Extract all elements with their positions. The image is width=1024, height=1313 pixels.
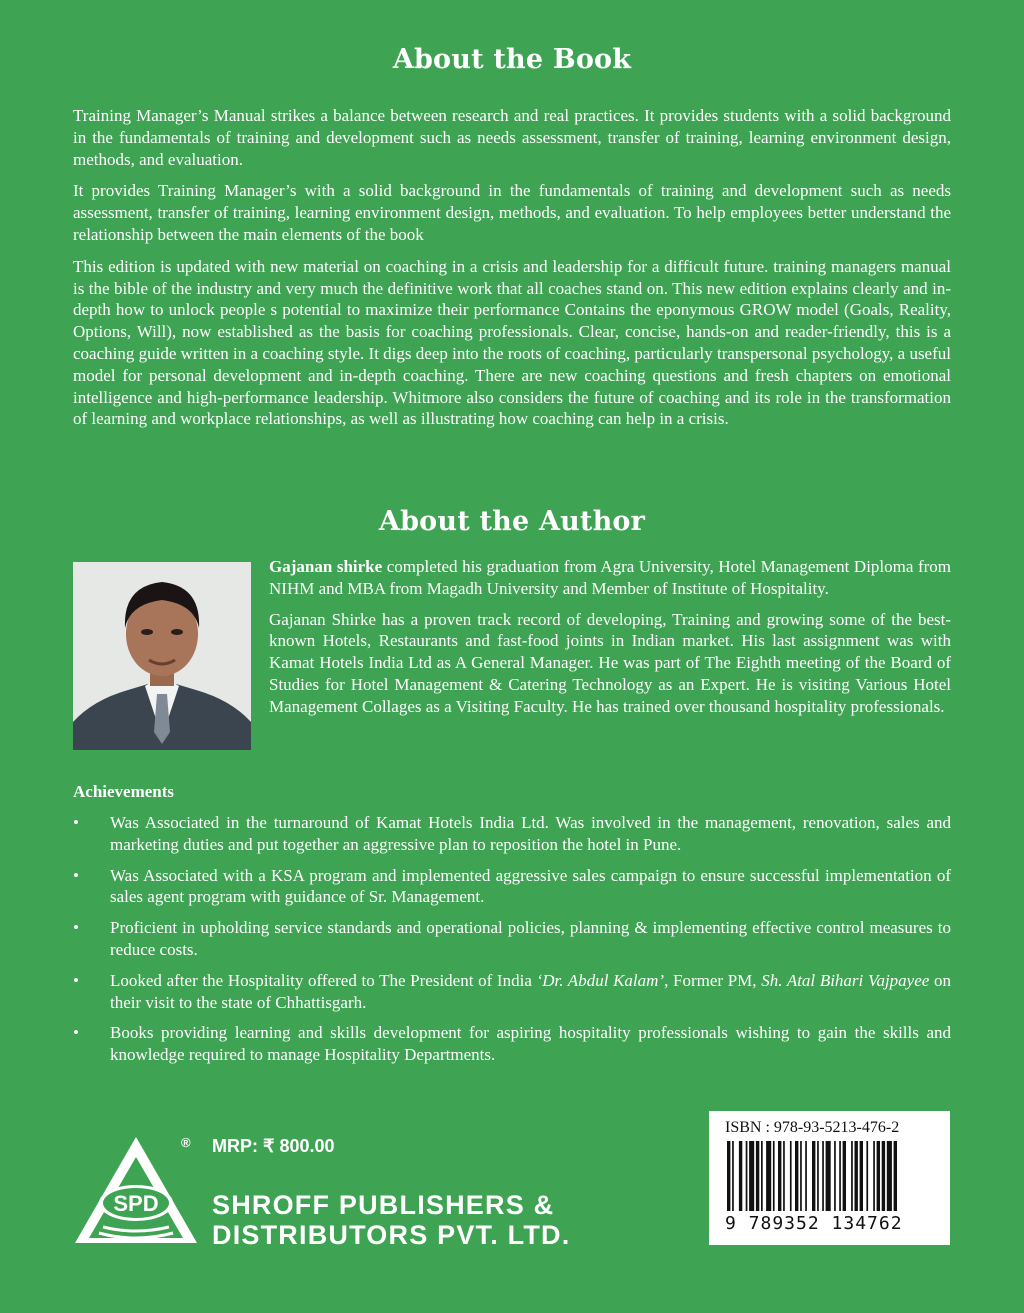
barcode-bar bbox=[843, 1141, 846, 1211]
spd-logo bbox=[73, 1135, 203, 1247]
barcode-bar bbox=[812, 1141, 815, 1211]
publisher-line-1: SHROFF PUBLISHERS & bbox=[212, 1190, 555, 1220]
achievement-text: on their visit to the state of Chhattisgarh. bbox=[110, 970, 951, 1012]
barcode-bar bbox=[761, 1141, 763, 1211]
barcode-bar bbox=[805, 1141, 807, 1211]
barcode-bar bbox=[877, 1141, 880, 1211]
publisher-line-2: DISTRIBUTORS PVT. LTD. bbox=[212, 1220, 571, 1250]
barcode-bar bbox=[855, 1141, 858, 1211]
name-abdul-kalam: ‘Dr. Abdul Kalam’ bbox=[536, 970, 665, 990]
barcode-bar bbox=[822, 1141, 824, 1211]
isbn-barcode-box bbox=[709, 1111, 950, 1245]
barcode-bar bbox=[860, 1141, 863, 1211]
barcode-bar bbox=[732, 1141, 734, 1211]
registered-mark: ® bbox=[181, 1135, 191, 1150]
barcode-bar bbox=[746, 1141, 748, 1211]
bullet: • bbox=[73, 813, 79, 832]
achievements-list bbox=[73, 812, 951, 1075]
author-intro-text: completed his graduation from Agra University, Hotel Management Diploma from NIHM and MBA from Magadh University and Member of Institute of Hospitality. bbox=[269, 557, 951, 598]
author-name: Gajanan shirke bbox=[269, 557, 383, 576]
bullet: • bbox=[73, 865, 79, 885]
achievement-text: Books providing learning and skills development for aspiring hospitality professionals wishing to gain the skills and knowledge required to manage Hospitality Departments. bbox=[110, 1023, 951, 1065]
achievement-text: , Former PM, bbox=[664, 970, 762, 990]
author-intro bbox=[269, 556, 951, 600]
about-book-heading: About the Book bbox=[392, 44, 632, 75]
barcode-bar bbox=[894, 1141, 897, 1211]
barcode-bar bbox=[795, 1141, 798, 1211]
barcode-bar bbox=[873, 1141, 875, 1211]
book-paragraph-2: It provides Training Manager’s with a solid background in the fundamentals of training and development such as needs assessment, transfer of training, learning environment design, methods, and evaluation. To help employees better understand the relationship between the main elements of the book bbox=[73, 181, 951, 244]
barcode-bar bbox=[756, 1141, 759, 1211]
list-item bbox=[73, 865, 951, 909]
barcode-bar bbox=[882, 1141, 885, 1211]
barcode-bar bbox=[800, 1141, 802, 1211]
barcode-bar bbox=[866, 1141, 868, 1211]
book-paragraph-3: This edition is updated with new material on coaching in a crisis and leadership for a difficult future. training managers manual is the bible of the industry and very much the definitive work that all coaches stand on. This new edition explains clearly and in-depth how to unlock people s potential to maximize their performance Contains the eponymous GROW model (Goals, Reality, Options, Will), now established as the basis for coaching professionals. Clear, concise, hands-on and reader-friendly, this is a coaching guide written in a coaching style. It digs deep into the roots of coaching, particularly transpersonal psychology, a useful model for personal development and in-depth coaching. There are new coaching questions and fresh chapters on emotional intelligence and high-performance leadership. Whitmore also considers the future of coaching and its role in the transformation of learning and workplace relationships, as well as illustrating how coaching can help in a crisis. bbox=[73, 256, 951, 429]
barcode-bar bbox=[749, 1141, 754, 1211]
achievement-text: Looked after the Hospitality offered to The President of India bbox=[110, 970, 537, 990]
list-item bbox=[73, 917, 951, 961]
author-photo bbox=[73, 562, 251, 750]
achievements-heading: Achievements bbox=[73, 782, 175, 801]
mrp-price: MRP: ₹ 800.00 bbox=[212, 1136, 335, 1156]
bullet: • bbox=[73, 1023, 79, 1043]
logo-text: SPD bbox=[113, 1191, 159, 1216]
barcode-bar bbox=[727, 1141, 730, 1211]
barcode-bar bbox=[817, 1141, 819, 1211]
barcode-bar bbox=[783, 1141, 785, 1211]
barcode-bar bbox=[834, 1141, 836, 1211]
about-book-body bbox=[73, 105, 951, 440]
barcode-bar bbox=[887, 1141, 892, 1211]
achievement-text: Proficient in upholding service standards and operational policies, planning & implementing effective control measures to reduce costs. bbox=[110, 918, 951, 959]
barcode-bar bbox=[739, 1141, 742, 1211]
achievement-text: Was Associated in the turnaround of Kamat Hotels India Ltd. Was involved in the management, renovation, sales and marketing duties and put together an aggressive plan to reposition the hotel in Pune. bbox=[110, 813, 951, 854]
barcode-bar bbox=[790, 1141, 792, 1211]
name-atal-bihari-vajpayee: Sh. Atal Bihari Vajpayee bbox=[761, 970, 930, 990]
barcode-bar bbox=[826, 1141, 831, 1211]
author-bio: Gajanan Shirke has a proven track record of developing, Training and growing some of the best-known Hotels, Restaurants and fast-food joints in Indian market. His last assignment was with Kamat Hotels India Ltd as A General Manager. He was part of The Eighth meeting of the Board of Studies for Hotel Management & Catering Technology as an Expert. He is visiting Various Hotel Management Collages as a Visiting Faculty. He has trained over thousand hospitality professionals. bbox=[269, 609, 951, 716]
barcode-image bbox=[727, 1141, 941, 1211]
list-item bbox=[73, 1022, 951, 1066]
barcode-bar bbox=[773, 1141, 775, 1211]
barcode-digits: 9 789352 134762 bbox=[725, 1213, 903, 1234]
barcode-bar bbox=[766, 1141, 771, 1211]
book-paragraph-1: Training Manager’s Manual strikes a balance between research and real practices. It provides students with a solid background in the fundamentals of training and development such as needs assessment, transfer of training, learning environment design, methods, and evaluation. bbox=[73, 106, 951, 169]
list-item bbox=[73, 812, 951, 856]
isbn-label: ISBN : 978-93-5213-476-2 bbox=[725, 1119, 900, 1136]
barcode-bar bbox=[851, 1141, 853, 1211]
bullet: • bbox=[73, 970, 79, 990]
barcode-bar bbox=[839, 1141, 841, 1211]
about-author-body bbox=[269, 556, 951, 727]
publisher-name bbox=[212, 1190, 570, 1250]
barcode-bar bbox=[778, 1141, 781, 1211]
list-item bbox=[73, 970, 951, 1014]
achievement-text: Was Associated with a KSA program and implemented aggressive sales campaign to ensure successful implementation of sales agent program with guidance of Sr. Management. bbox=[110, 865, 951, 907]
about-author-heading: About the Author bbox=[378, 506, 646, 537]
bullet: • bbox=[73, 918, 79, 938]
